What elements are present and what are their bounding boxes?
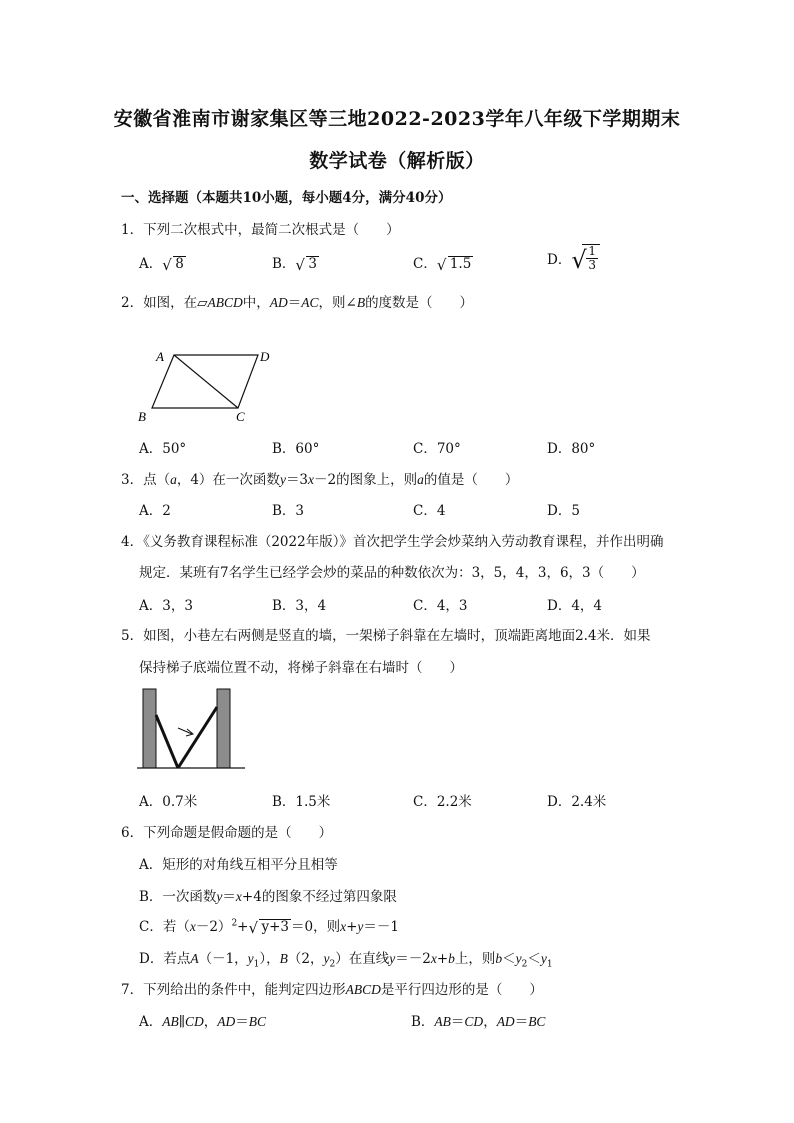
q7-option-a: A．AB∥CD，AD＝BC	[139, 1014, 267, 1030]
question-5-line2: 保持梯子底端位置不动，将梯子斜靠在右墙时（ ）	[139, 660, 463, 676]
ladder-left	[156, 715, 178, 768]
section-heading: 一、选择题（本题共10小题，每小题4分，满分40分）	[121, 190, 452, 206]
q4-option-d: D．4，4	[547, 598, 603, 614]
parallelogram-shape	[152, 355, 258, 408]
q6-option-c: C．若$(x-2)^2+$ √ y+3 ＝0，则x+y＝－1	[139, 918, 400, 937]
q3-option-c: C．4	[413, 503, 446, 519]
vertex-a-label: A	[156, 349, 164, 364]
q3-option-a: A．2	[139, 503, 171, 519]
q5-option-a: A．0.7米	[139, 794, 198, 810]
sqrt-symbol: √ y+3	[248, 919, 290, 937]
q5-option-c: C．2.2米	[413, 794, 472, 810]
vertex-b-label: B	[138, 409, 146, 424]
q2-option-c: C．70°	[413, 441, 461, 457]
sqrt-symbol: √ 1.5	[436, 256, 472, 274]
q7-option-b: B．AB＝CD，AD＝BC	[411, 1014, 546, 1030]
vertex-c-label: C	[236, 409, 245, 424]
q6-option-a: A．矩形的对角线互相平分且相等	[139, 857, 338, 873]
q5-option-b: B．1.5米	[272, 794, 331, 810]
question-3-stem: 3．点（a，4）在一次函数y＝3x－2的图象上，则a的值是（ ）	[121, 472, 519, 488]
q2-option-b: B．60°	[272, 441, 320, 457]
q1-option-a: A． √ 8	[139, 256, 184, 274]
q3-option-d: D．5	[547, 503, 580, 519]
q1-option-c: C． √ 1.5	[413, 256, 472, 274]
vertex-d-label: D	[260, 349, 270, 364]
exam-title-line1: 安徽省淮南市谢家集区等三地2022-2023学年八年级下学期期末	[113, 108, 681, 130]
question-1-stem: 1．下列二次根式中，最简二次根式是（ ）	[121, 222, 400, 238]
q2-option-a: A．50°	[139, 441, 187, 457]
q5-option-d: D．2.4米	[547, 794, 607, 810]
q6-option-d: D．若点A（－1，$y_1$），B（2，$y_2$）在直线y＝－2x+b上，则$b<y_2<y_1$	[139, 951, 553, 970]
question-2-stem: 2．如图，在▱ABCD中，AD＝AC，则∠B的度数是（ ）	[121, 295, 474, 311]
exam-title-line2: 数学试卷（解析版）	[309, 150, 485, 172]
ladder-figure	[135, 685, 250, 775]
question-6-stem: 6．下列命题是假命题的是（ ）	[121, 825, 333, 841]
sqrt-symbol: √ $\frac{1}{3}$	[571, 244, 600, 272]
q1-option-b: B． √ 3	[272, 256, 318, 274]
parallelogram-figure	[130, 340, 290, 430]
ladder-right	[178, 707, 217, 768]
q3-option-b: B．3	[272, 503, 305, 519]
question-5-line1: 5．如图，小巷左右两侧是竖直的墙，一架梯子斜靠在左墙时，顶端距离地面2.4米．如果	[121, 628, 651, 644]
diagonal-ac	[174, 355, 238, 408]
right-wall	[217, 689, 230, 768]
question-4-line2: 规定．某班有7名学生已经学会炒的菜品的种数依次为：3，5，4，3，6，3（ ）	[139, 565, 645, 581]
q4-option-c: C．4，3	[413, 598, 468, 614]
q4-option-a: A．3，3	[139, 598, 193, 614]
sqrt-symbol: √ 8	[162, 256, 184, 274]
left-wall	[143, 689, 156, 768]
question-4-line1: 4．《义务教育课程标准（2022年版）》首次把学生学会炒菜纳入劳动教育课程，并作出明确	[121, 534, 664, 550]
q6-option-b: B．一次函数y＝x+4的图象不经过第四象限	[139, 889, 397, 905]
question-7-stem: 7．下列给出的条件中，能判定四边形ABCD是平行四边形的是（ ）	[121, 982, 543, 998]
q1-option-d: D． √ $\frac{1}{3}$	[547, 244, 600, 272]
sqrt-symbol: √ 3	[295, 256, 318, 274]
q4-option-b: B．3，4	[272, 598, 327, 614]
q2-option-d: D．80°	[547, 441, 596, 457]
